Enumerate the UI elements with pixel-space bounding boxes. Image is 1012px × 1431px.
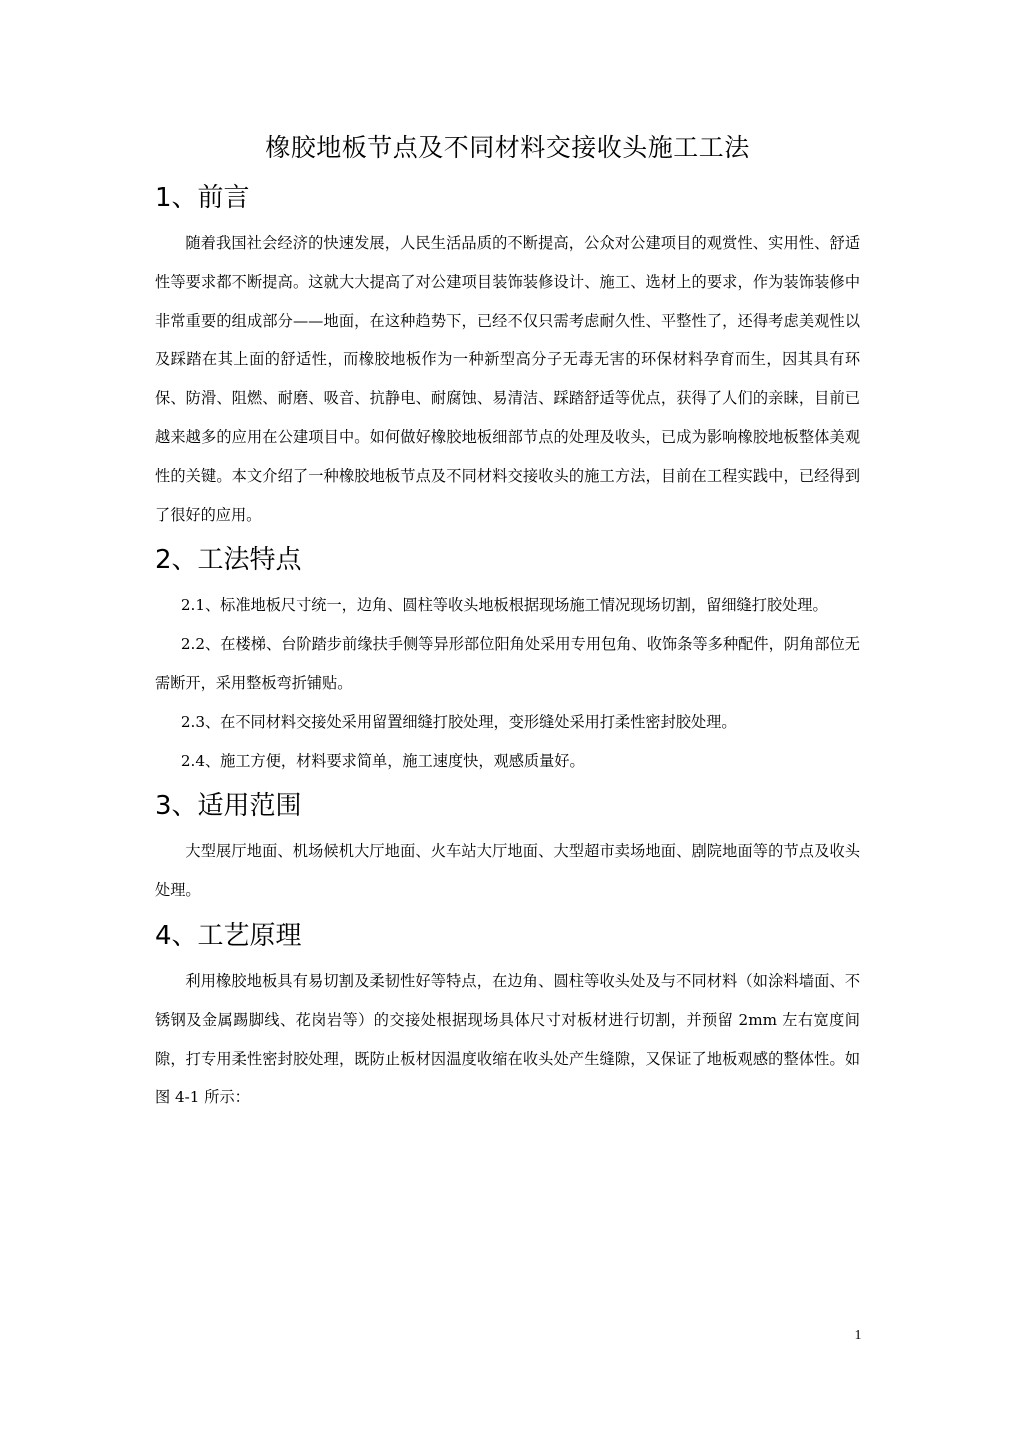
section-heading: 4、工艺原理 [155, 920, 302, 951]
paragraph: 2.3、在不同材料交接处采用留置细缝打胶处理，变形缝处采用打柔性密封胶处理。 [180, 712, 737, 731]
paragraph: 利用橡胶地板具有易切割及柔韧性好等特点，在边角、圆柱等收头处及与不同材料（如涂料墙面、不锈钢及金属踢脚线、花岗岩等）的交接处根据现场具体尺寸对板材进行切割，并预留 2mm 左右宽度间隙，打专用柔性密封胶处理，既防止板材因温度收缩在收头处产生缝隙，又保证了地板观感的整体性。如图 4-1 所示： [155, 971, 860, 1107]
paragraph: 大型展厅地面、机场候机大厅地面、火车站大厅地面、大型超市卖场地面、剧院地面等的节点及收头处理。 [155, 842, 860, 900]
page-content [155, 128, 860, 1117]
section-heading: 1、前言 [155, 183, 250, 213]
paragraph: 随着我国社会经济的快速发展，人民生活品质的不断提高，公众对公建项目的观赏性、实用性、舒适性等要求都不断提高。这就大大提高了对公建项目装饰装修设计、施工、选材上的要求，作为装饰装修中非常重要的组成部分——地面，在这种趋势下，已经不仅只需考虑耐久性、平整性了，还得考虑美观性以及踩踏在其上面的舒适性，而橡胶地板作为一种新型高分子无毒无害的环保材料孕育而生，因其具有环保、防滑、阻燃、耐磨、吸音、抗静电、耐腐蚀、易清洁、踩踏舒适等优点，获得了人们的亲睐，目前已越来越多的应用在公建项目中。如何做好橡胶地板细部节点的处理及收头，已成为影响橡胶地板整体美观性的关键。本文介绍了一种橡胶地板节点及不同材料交接收头的施工方法，目前在工程实践中，已经得到了很好的应用。 [155, 234, 860, 524]
paragraph: 2.4、施工方便，材料要求简单，施工速度快，观感质量好。 [180, 751, 585, 770]
section-heading: 3、适用范围 [155, 791, 302, 822]
section-principle [155, 914, 860, 1117]
document-title: 橡胶地板节点及不同材料交接收头施工工法 [265, 133, 750, 162]
section-method-features [155, 538, 860, 780]
section-preface [155, 176, 860, 534]
section-scope [155, 784, 860, 910]
paragraph: 2.1、标准地板尺寸统一，边角、圆柱等收头地板根据现场施工情况现场切割，留细缝打胶处理。 [180, 596, 828, 615]
paragraph: 2.2、在楼梯、台阶踏步前缘扶手侧等异形部位阳角处采用专用包角、收饰条等多种配件，阴角部位无需断开，采用整板弯折铺贴。 [155, 635, 860, 692]
section-heading: 2、工法特点 [155, 545, 302, 576]
page-number: 1 [854, 1328, 862, 1343]
